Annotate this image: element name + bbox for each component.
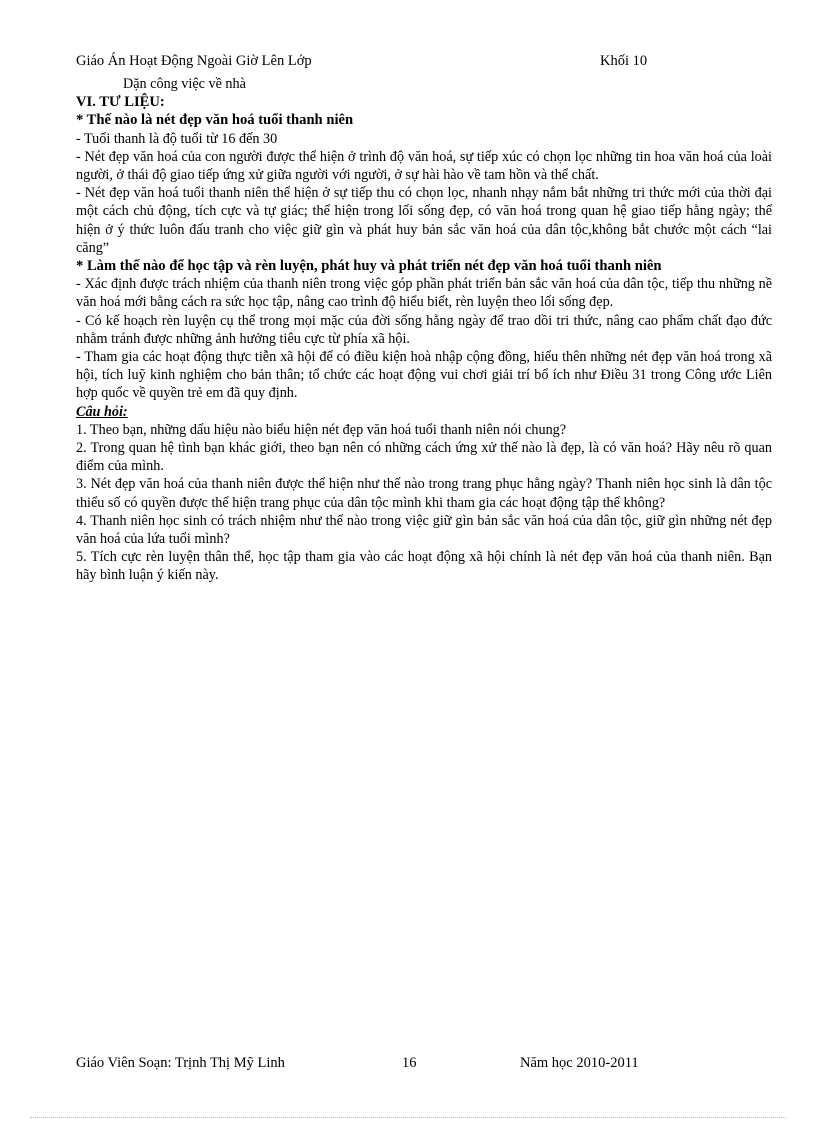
question-item: 3. Nét đẹp văn hoá của thanh niên được thể hiện như thế nào trong trang phục hằng ngày? Thanh niên học sinh là dân tộc thiểu số có quyền được thể hiện trang phục của dân tộc mình khi tham gia các hoạt động tập thể không? <box>76 476 772 511</box>
question-item: 2. Trong quan hệ tình bạn khác giới, theo bạn nên có những cách ứng xử thế nào là đẹp, là có văn hoá? Hãy nêu rõ quan điểm của mình. <box>76 440 772 475</box>
document-body <box>76 75 772 585</box>
paragraph: - Tham gia các hoạt động thực tiễn xã hội để có điều kiện hoà nhập cộng đồng, hiểu thên những nét đẹp văn hoá trong xã hội, tích luỹ kinh nghiệm cho bản thân; tổ chức các hoạt động vui chơi giải trí bổ ích như Điều 31 trong Công ước Liên hợp quốc về quyền trẻ em đã quy định. <box>76 349 772 402</box>
section-title: VI. TƯ LIỆU: <box>76 94 165 111</box>
paragraph: - Tuổi thanh là độ tuổi từ 16 đến 30 <box>76 130 278 147</box>
homework-line: Dặn công việc về nhà <box>123 76 246 92</box>
paragraph: - Nét đẹp văn hoá của con người được thể hiện ở trình độ văn hoá, sự tiếp xúc có chọn lọc những tin hoa văn hoá của loài người, ở thái độ giao tiếp ứng xử giữa người với người, ở sự hài hào về tam hồn và thể chất. <box>76 148 772 184</box>
question-item: 5. Tích cực rèn luyện thân thể, học tập tham gia vào các hoạt động xã hội chính là nét đẹp văn hoá của thanh niên. Bạn hãy bình luận ý kiến này. <box>76 549 772 584</box>
paragraph: - Xác định được trách nhiệm của thanh niên trong việc góp phần phát triển bản sắc văn hoá của dân tộc, tiếp thu những nề văn hoá mới bằng cách ra sức học tập, nâng cao trình độ hiểu biết, rèn luyện theo lối sống đẹp. <box>76 276 772 311</box>
heading-beauty-definition: * Thế nào là nét đẹp văn hoá tuổi thanh niên <box>76 112 354 129</box>
footer-teacher: Giáo Viên Soạn: Trịnh Thị Mỹ Linh <box>76 1055 285 1071</box>
question-item: 4. Thanh niên học sinh có trách nhiệm như thế nào trong việc giữ gìn bản sắc văn hoá của dân tộc, giữ gìn những nét đẹp văn hoá của lứa tuổi mình? <box>76 512 772 548</box>
footer-school-year: Năm học 2010-2011 <box>520 1055 639 1071</box>
paragraph: - Có kế hoạch rèn luyện cụ thể trong mọi mặc của đời sống hằng ngày để trao dồi tri thức, nâng cao phẩm chất đạo đức nhằm tránh được những ảnh hưởng tiêu cực từ phía xã hội. <box>76 312 772 347</box>
heading-how-to-develop: * Làm thế nào để học tập và rèn luyện, phát huy và phát triển nét đẹp văn hoá tuổi thanh niên <box>76 258 662 275</box>
question-item: 1. Theo bạn, những dấu hiệu nào biểu hiện nét đẹp văn hoá tuổi thanh niên nói chung? <box>76 421 567 438</box>
header-title: Giáo Án Hoạt Động Ngoài Giờ Lên Lớp <box>76 53 312 69</box>
paragraph: - Nét đẹp văn hoá tuổi thanh niên thể hiện ở sự tiếp thu có chọn lọc, nhanh nhạy nắm bắt những tri thức mới của thời đại một cách chủ động, tích cực và tự giác; thể hiện trong lối sống đẹp, có văn hoá trong quan hệ giao tiếp hằng ngày; thể hiện ở ý thức luôn đấu tranh cho việc giữ gìn và phát huy bản sắc văn hoá của dân tộc,không bắt chước một cách “lai căng” <box>76 185 772 256</box>
page-bottom-divider <box>30 1117 786 1118</box>
header-grade: Khối 10 <box>600 53 648 69</box>
questions-title: Câu hỏi: <box>76 403 128 420</box>
page-number: 16 <box>402 1055 417 1071</box>
